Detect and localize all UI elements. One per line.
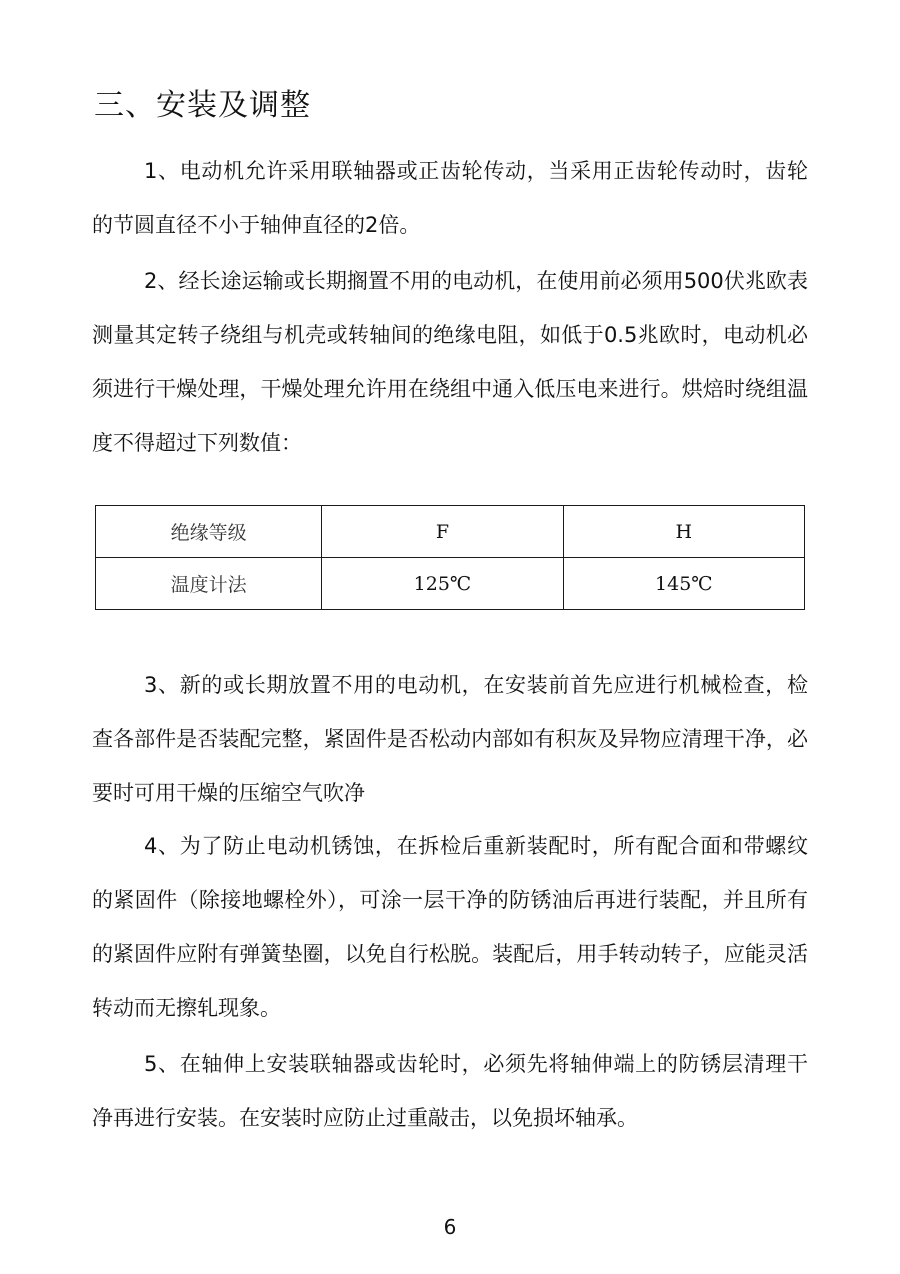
table-row — [96, 506, 805, 558]
section-heading: 三、安装及调整 — [94, 88, 311, 123]
temperature-limit-table — [95, 505, 805, 610]
table-cell: H — [563, 506, 804, 558]
table-row — [96, 558, 805, 610]
table-cell: 温度计法 — [96, 558, 322, 610]
paragraph-4: 4、为了防止电动机锈蚀，在拆检后重新装配时，所有配合面和带螺纹的紧固件（除接地螺栓外），可涂一层干净的防锈油后再进行装配，并且所有的紧固件应附有弹簧垫圈，以免自行松脱。装配后，用手转动转子，应能灵活转动而无擦轧现象。 — [92, 834, 808, 1020]
paragraph-1: 1、电动机允许采用联轴器或正齿轮传动，当采用正齿轮传动时，齿轮的节圆直径不小于轴伸直径的2倍。 — [92, 159, 808, 237]
paragraph-3: 3、新的或长期放置不用的电动机，在安装前首先应进行机械检查，检查各部件是否装配完整，紧固件是否松动内部如有积灰及异物应清理干净，必要时可用干燥的压缩空气吹净 — [92, 673, 808, 805]
table-cell: 绝缘等级 — [96, 506, 322, 558]
paragraph-2: 2、经长途运输或长期搁置不用的电动机，在使用前必须用500伏兆欧表测量其定转子绕组与机壳或转轴间的绝缘电阻，如低于0.5兆欧时，电动机必须进行干燥处理，干燥处理允许用在绕组中通入低压电来进行。烘焙时绕组温度不得超过下列数值： — [92, 269, 808, 455]
page-number: 6 — [443, 1215, 457, 1239]
table-cell: F — [322, 506, 563, 558]
paragraph-5: 5、在轴伸上安装联轴器或齿轮时，必须先将轴伸端上的防锈层清理干净再进行安装。在安装时应防止过重敲击，以免损坏轴承。 — [92, 1052, 808, 1130]
table-cell: 125℃ — [322, 558, 563, 610]
table-cell: 145℃ — [563, 558, 804, 610]
